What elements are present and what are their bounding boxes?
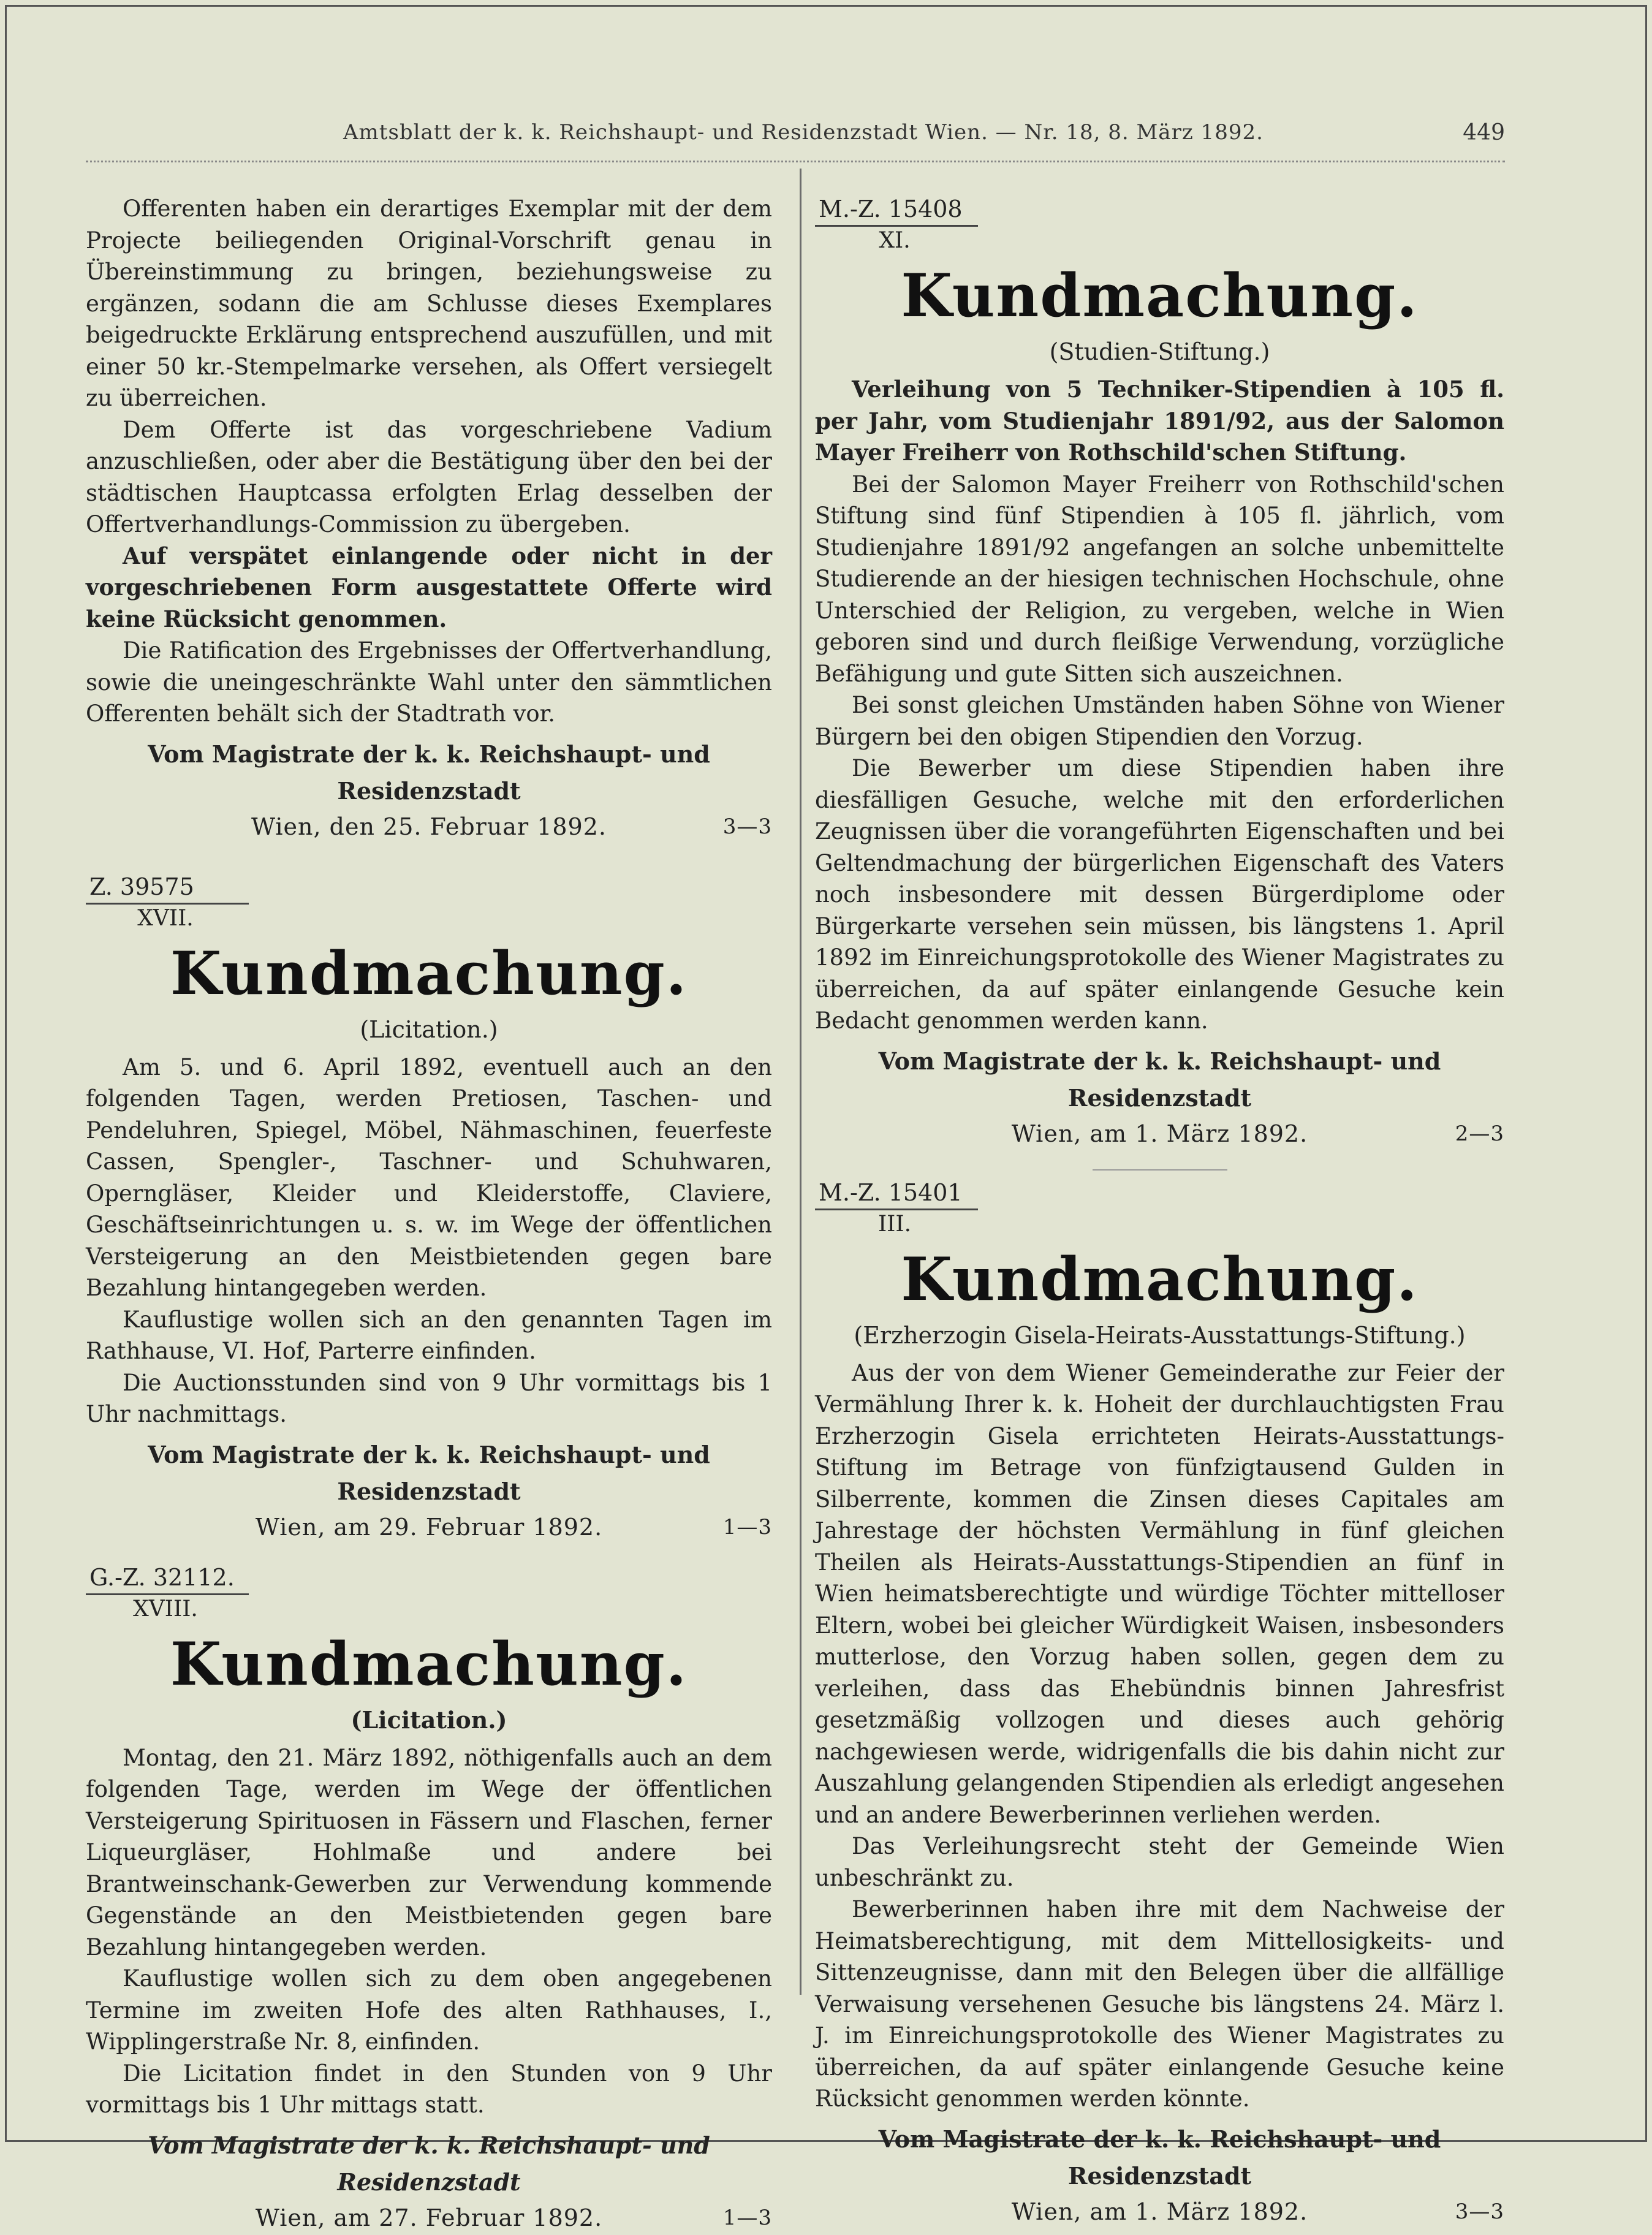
notice-count: 3—3 <box>1455 2199 1504 2224</box>
intro-signature: Vom Magistrate der k. k. Reichshaupt- und Residenzstadt <box>148 740 710 805</box>
notice-date-line <box>815 2195 1504 2229</box>
notice-paragraph: Bewerberinnen haben ihre mit dem Nachweise der Heimatsberechtigung, mit dem Mittellosigkeits- und Sittenzeugnisse, dann mit den Belegen über die allfällige Verwaisung versehenen Gesuche bis längstens 24. März l. J. im Einreichungsprotokolle des Wiener Magistrates zu überreichen, da auf später einlangende Gesuche keine Rücksicht genommen werden könnte. <box>815 1896 1504 2112</box>
notice-subtitle: (Licitation.) <box>350 1706 507 1734</box>
notice-paragraph: Die Auctionsstunden sind von 9 Uhr vormittags bis 1 Uhr nachmittags. <box>86 1369 772 1427</box>
notice-lead: Verleihung von 5 Techniker-Stipendien à 105 fl. per Jahr, vom Studienjahr 1891/92, aus der Salomon Mayer Freiherr von Rothschild'schen Stiftung. <box>815 376 1504 466</box>
page-number: 449 <box>1463 120 1505 145</box>
notice-paragraph: Kauflustige wollen sich zu dem oben angegebenen Termine im zweiten Hofe des alten Rathhauses, I., Wipplingerstraße Nr. 8, einfinden. <box>86 1965 772 2055</box>
notice-date: Wien, am 1. März 1892. <box>1011 1120 1308 1147</box>
notice-signature: Vom Magistrate der k. k. Reichshaupt- und Residenzstadt <box>878 2125 1441 2190</box>
right-column <box>815 193 1504 2229</box>
notice-paragraph: Am 5. und 6. April 1892, eventuell auch an den folgenden Tagen, werden Pretiosen, Taschen- und Pendeluhren, Spiegel, Möbel, Nähmaschinen, feuerfeste Cassen, Spengler-, Taschner- und Schuhwaren, Operngläser, Kleider und Kleiderstoffe, Claviere, Geschäftseinrichtungen u. s. w. im Wege der öffentlichen Versteigerung an den Meistbietenden gegen bare Bezahlung hintangegeben werden. <box>86 1053 772 1301</box>
notice-roman: III. <box>877 1211 912 1237</box>
notice-ref: M.-Z. 15401 <box>815 1177 978 1210</box>
notice-iii <box>815 1177 1504 2229</box>
notice-paragraph: Bei sonst gleichen Umständen haben Söhne von Wiener Bürgern bei den obigen Stipendien den Vorzug. <box>815 692 1504 750</box>
intro-last-paragraph: Die Ratification des Ergebnisses der Offertverhandlung, sowie die uneingeschränkte Wahl unter den sämmtlichen Offerenten behält sich der Stadtrath vor. <box>86 637 772 727</box>
intro-bold-paragraph: Auf verspätet einlangende oder nicht in der vorgeschriebenen Form ausgestattete Offerte wird keine Rücksicht genommen. <box>86 542 772 632</box>
notice-ref: G.-Z. 32112. <box>86 1561 249 1595</box>
notice-xvii <box>86 871 772 1544</box>
notice-title: Kundmachung. <box>901 261 1419 330</box>
notice-roman: XVIII. <box>133 1596 198 1622</box>
notice-paragraph: Aus der von dem Wiener Gemeinderathe zur Feier der Vermählung Ihrer k. k. Hoheit der durchlauchtigsten Frau Erzherzogin Gisela errichteten Heirats-Ausstattungs-Stiftung im Betrage von fünfzigtausend Gulden in Silberrente, kommen die Zinsen dieses Capitales am Jahrestage der höchsten Vermählung in fünf gleichen Theilen als Heirats-Ausstattungs-Stipendien an fünf in Wien heimatsberechtigte und würdige Töchter mittelloser Eltern, wobei bei gleicher Würdigkeit Waisen, insbesonders mutterlose, den Vorzug haben sollen, gegen dem zu verleihen, dass das Ehebündnis binnen Jahresfrist gesetzmäßig vollzogen und dieses auch gehörig nachgewiesen werde, widrigenfalls die bis dahin nicht zur Auszahlung gelangenden Stipendien als erledigt angesehen und an andere Bewerberinnen verliehen werden. <box>815 1359 1504 1828</box>
notice-signature: Vom Magistrate der k. k. Reichshaupt- und Residenzstadt <box>878 1047 1441 1112</box>
notice-paragraph: Das Verleihungsrecht steht der Gemeinde Wien unbeschränkt zu. <box>815 1833 1504 1891</box>
header-dotted-rule <box>86 161 1505 162</box>
notice-count: 1—3 <box>722 2205 772 2230</box>
intro-date: Wien, den 25. Februar 1892. <box>251 813 607 840</box>
notice-xi <box>815 193 1504 1151</box>
notice-ref: M.-Z. 15408 <box>815 193 978 227</box>
intro-date-line <box>86 810 772 844</box>
column-divider <box>800 169 801 1995</box>
intro-count: 3—3 <box>722 814 772 839</box>
notice-count: 1—3 <box>722 1514 772 1539</box>
notice-paragraph: Die Bewerber um diese Stipendien haben ihre diesfälligen Gesuche, welche mit den erforderlichen Zeugnissen über die vorangeführten Eigenschaften und bei Geltendmachung der bürgerlichen Eigenschaft des Vaters noch insbesondere mit dessen Bürgerdiplome oder Bürgerkarte versehen sein müssen, bis längstens 1. April 1892 im Einreichungsprotokolle des Wiener Magistrates zu überreichen, da auf später einlangende Gesuche kein Bedacht genommen werden kann. <box>815 755 1504 1034</box>
notice-paragraph: Die Licitation findet in den Stunden von 9 Uhr vormittags bis 1 Uhr mittags statt. <box>86 2060 772 2118</box>
notice-title: Kundmachung. <box>170 938 688 1008</box>
notice-roman: XVII. <box>137 905 194 931</box>
notice-roman: XI. <box>879 228 911 253</box>
notice-date: Wien, am 27. Februar 1892. <box>255 2204 603 2231</box>
notice-count: 2—3 <box>1455 1121 1504 1146</box>
intro-paragraph: Dem Offerte ist das vorgeschriebene Vadium anzuschließen, oder aber die Bestätigung über den bei der städtischen Hauptcassa erfolgten Erlag desselben der Offertverhandlungs-Commission zu übergeben. <box>86 416 772 537</box>
intro-paragraph: Offerenten haben ein derartiges Exemplar mit der dem Projecte beiliegenden Original-Vorschrift genau in Übereinstimmung zu bringen, beziehungsweise zu ergänzen, sodann die am Schlusse dieses Exemplares beigedruckte Erklärung entsprechend auszufüllen, und mit einer 50 kr.-Stempelmarke versehen, als Offert versiegelt zu überreichen. <box>86 195 772 411</box>
notice-paragraph: Kauflustige wollen sich an den genannten Tagen im Rathhause, VI. Hof, Parterre einfinden. <box>86 1306 772 1364</box>
notice-paragraph: Montag, den 21. März 1892, nöthigenfalls auch an dem folgenden Tage, werden im Wege der öffentlichen Versteigerung Spirituosen in Fässern und Flaschen, ferner Liqueurgläser, Hohlmaße und andere bei Brantweinschank-Gewerben zur Verwendung kommende Gegenstände an den Meistbietenden gegen bare Bezahlung hintangegeben werden. <box>86 1744 772 1960</box>
notice-date-line <box>86 2201 772 2235</box>
notice-xviii <box>86 1561 772 2235</box>
notice-ref: Z. 39575 <box>86 871 249 905</box>
notice-title: Kundmachung. <box>170 1629 688 1699</box>
notice-signature: Vom Magistrate der k. k. Reichshaupt- und Residenzstadt <box>148 1440 710 1505</box>
notice-paragraph: Bei der Salomon Mayer Freiherr von Rothschild'schen Stiftung sind fünf Stipendien à 105 fl. jährlich, vom Studienjahre 1891/92 angefangen an solche unbemittelte Studierende an der hiesigen technischen Hochschule, ohne Unterschied der Religion, zu vergeben, welche in Wien geboren sind und durch fleißige Verwendung, vorzügliche Befähigung und gute Sitten sich auszeichnen. <box>815 471 1504 687</box>
section-divider <box>1093 1169 1227 1171</box>
notice-subtitle: (Erzherzogin Gisela-Heirats-Ausstattungs-Stiftung.) <box>854 1321 1466 1349</box>
notice-date-line <box>815 1117 1504 1151</box>
notice-subtitle: (Studien-Stiftung.) <box>1049 338 1270 365</box>
running-head: Amtsblatt der k. k. Reichshaupt- und Residenzstadt Wien. — Nr. 18, 8. März 1892. <box>343 120 1264 145</box>
notice-date: Wien, am 1. März 1892. <box>1011 2198 1308 2225</box>
notice-title: Kundmachung. <box>901 1244 1419 1314</box>
left-column <box>86 193 772 2235</box>
notice-date: Wien, am 29. Februar 1892. <box>255 1513 603 1541</box>
notice-subtitle: (Licitation.) <box>360 1015 498 1043</box>
notice-signature: Vom Magistrate der k. k. Reichshaupt- und Residenzstadt <box>148 2131 710 2196</box>
notice-date-line <box>86 1510 772 1544</box>
